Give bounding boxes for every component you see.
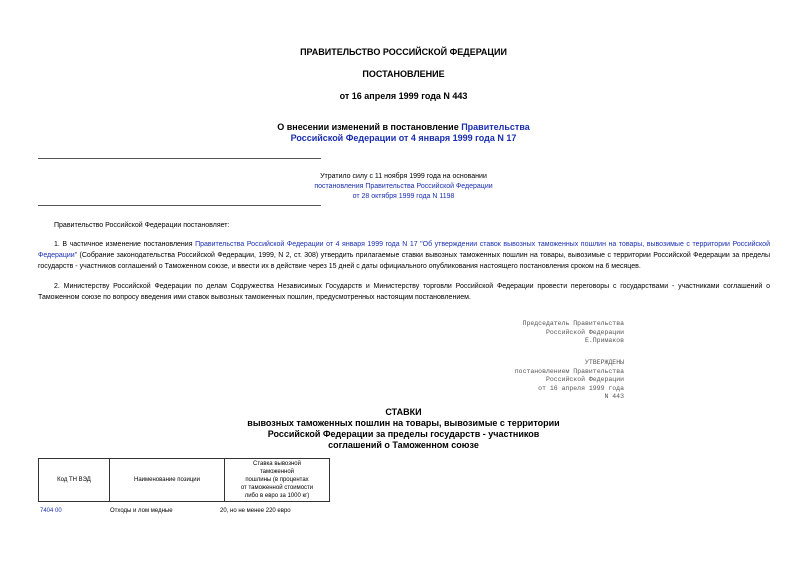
rates-title-line-1: СТАВКИ bbox=[385, 407, 422, 417]
divider-bottom bbox=[38, 205, 321, 206]
paragraph-2: 2. Министерству Российской Федерации по делам Содружества Независимых Государств и Министерству торговли Российской Федерации провести переговоры с государствами - участниками соглашений о Таможенном союзе по вопросу введения ими ставок вывозных таможенных пошлин, предусмотренных настоящим постановлением. bbox=[38, 283, 770, 301]
approved-line-5: N 443 bbox=[604, 393, 624, 401]
rates-title bbox=[0, 407, 807, 451]
header-date-number: от 16 апреля 1999 года N 443 bbox=[339, 91, 468, 101]
header-doc-type: ПОСТАНОВЛЕНИЕ bbox=[362, 69, 445, 79]
approved-line-4: от 16 апреля 1999 года bbox=[538, 384, 624, 392]
title-link-1[interactable]: Правительства bbox=[461, 122, 530, 132]
signature-line-1: Председатель Правительства bbox=[522, 320, 624, 327]
signature-line-3: Е.Примаков bbox=[584, 337, 624, 345]
approved-block bbox=[515, 359, 624, 402]
signature-block bbox=[523, 320, 624, 346]
approved-line-1: УТВЕРЖДЕНЫ bbox=[584, 359, 624, 366]
table-header-row bbox=[39, 459, 330, 502]
col-header-code: Код ТН ВЭД bbox=[39, 459, 110, 502]
document-title bbox=[0, 122, 807, 144]
paragraph-1 bbox=[38, 239, 770, 272]
p1-text-b: (Собрание законодательства Российской Федерации, 1999, N 2, ст. 308) утвердить прилагаемые ставки вывозных таможенных пошлин на товары, вывозимые с территории Российской Федерации за пределы государств - участников соглашений о Таможенном союзе, и ввести их в действие через 15 дней с даты официального опубликования настоящего постановления сроком на 6 месяцев. bbox=[38, 252, 770, 270]
intro-paragraph: Правительство Российской Федерации постановляет: bbox=[54, 222, 230, 229]
expiry-note bbox=[0, 172, 807, 202]
divider-top bbox=[38, 158, 321, 159]
row-name: Отходы и лом медные bbox=[110, 508, 173, 514]
title-prefix: О внесении изменений в постановление bbox=[277, 122, 462, 132]
expiry-line-1: Утратило силу с 11 ноября 1999 года на основании bbox=[320, 173, 487, 180]
expiry-link-2[interactable]: от 28 октября 1999 года N 1198 bbox=[352, 193, 455, 200]
rates-title-line-4: соглашений о Таможенном союзе bbox=[328, 440, 479, 450]
rates-title-line-3: Российской Федерации за пределы государств - участников bbox=[267, 429, 540, 439]
p1-text-a: 1. В частичное изменение постановления bbox=[54, 241, 196, 248]
signature-line-2: Российской Федерации bbox=[545, 328, 624, 336]
row-code[interactable]: 7404 00 bbox=[40, 508, 62, 514]
expiry-link-1[interactable]: постановления Правительства Российской Федерации bbox=[314, 183, 493, 190]
rates-title-line-2: вывозных таможенных пошлин на товары, вывозимые с территории bbox=[247, 418, 560, 428]
rates-table bbox=[38, 458, 330, 502]
header-org: ПРАВИТЕЛЬСТВО РОССИЙСКОЙ ФЕДЕРАЦИИ bbox=[300, 47, 507, 57]
approved-line-3: Российской Федерации bbox=[545, 376, 624, 384]
col-header-name: Наименование позиции bbox=[110, 459, 225, 502]
p1-link[interactable]: Правительства Российской Федерации от 4 января 1999 года N 17 "Об утверждении ставок вывозных таможенных пошлин на товары, вывозимые с территории Российской Федерации" bbox=[38, 241, 770, 259]
row-rate: 20, но не менее 220 евро bbox=[220, 508, 291, 514]
title-link-2[interactable]: Российской Федерации от 4 января 1999 года N 17 bbox=[290, 133, 517, 143]
col-header-rate: Ставка вывозной таможенной пошлины (в процентах от таможенной стоимости либо в евро за 1000 кг) bbox=[225, 459, 330, 502]
approved-line-2: постановлением Правительства bbox=[514, 367, 624, 375]
